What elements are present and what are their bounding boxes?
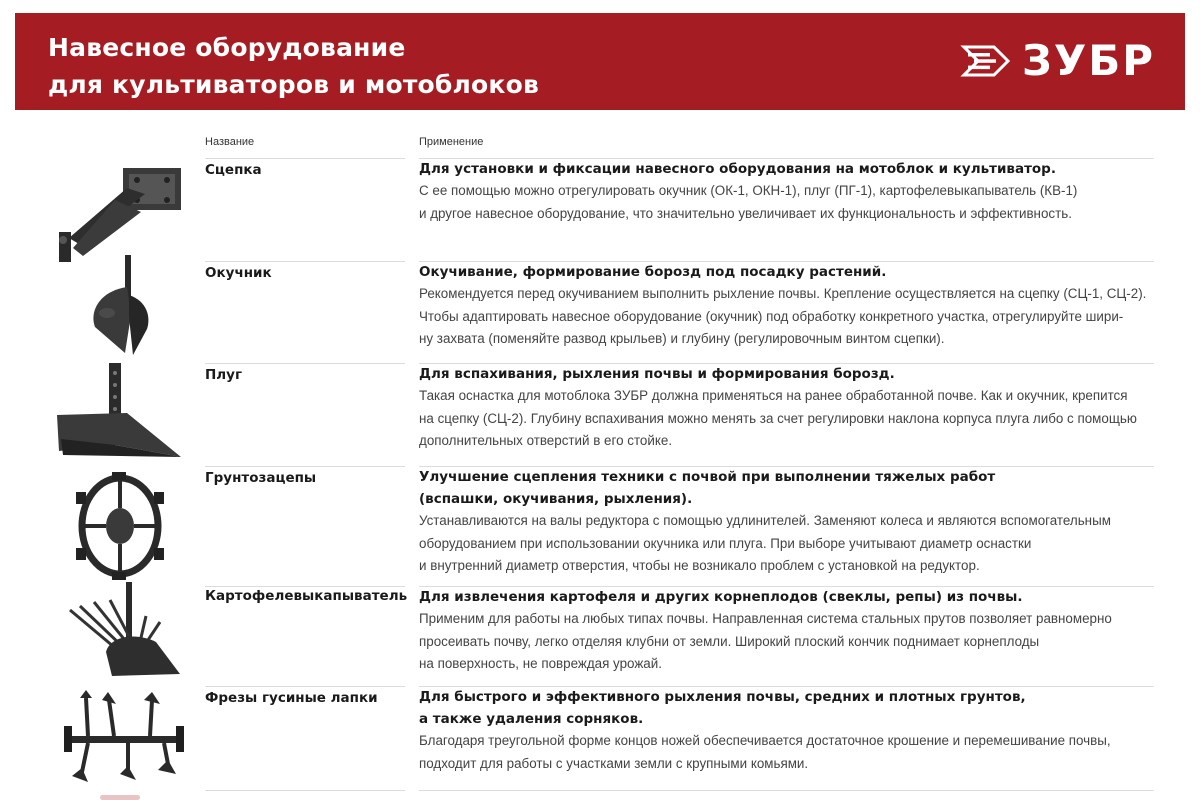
item-summary: Для установки и фиксации навесного оборудования на мотоблок и культиватор. (419, 161, 1056, 177)
item-description (419, 586, 1159, 676)
item-description (419, 686, 1159, 775)
title-line-1: Навесное оборудование (48, 33, 406, 62)
page-title (48, 29, 539, 103)
item-text-line: Такая оснастка для мотоблока ЗУБР должна применяться на ранее обработанной почве. Как и окучник, крепится (419, 388, 1128, 403)
logo-text: ЗУБР (1021, 36, 1155, 85)
divider (205, 586, 405, 587)
item-summary: а также удаления сорняков. (419, 711, 644, 727)
item-summary: Для вспахивания, рыхления почвы и формирования борозд. (419, 366, 895, 382)
item-text-line: и внутренний диаметр отверстия, чтобы не возникало проблем с установкой на редуктор. (419, 558, 980, 573)
plow-icon (55, 363, 190, 463)
item-text-line: дополнительных отверстий в его стойке. (419, 433, 673, 448)
column-header-name: Название (205, 136, 255, 148)
item-text-line: на сцепку (СЦ-2). Глубину вспахивания можно менять за счет регулировки наклона корпуса плуга либо с помощью (419, 410, 1137, 426)
item-name: Плуг (205, 367, 243, 383)
item-description (419, 158, 1159, 225)
header-banner (15, 13, 1185, 110)
item-text-line: оборудованием при использовании окучника или плуга. При выборе учитывают диаметр оснастки (419, 535, 1032, 551)
item-text-line: подходит для работы с участками земли с крупными комьями. (419, 755, 809, 771)
column-header-usage: Применение (419, 136, 484, 148)
item-description (419, 363, 1159, 453)
item-description (419, 261, 1159, 351)
hitch-icon (55, 160, 190, 265)
item-text-line: С ее помощью можно отрегулировать окучник (ОК-1, ОКН-1), плуг (ПГ-1), картофелевыкапыватель (КВ-1) (419, 183, 1078, 198)
item-name: Фрезы гусиные лапки (205, 690, 378, 706)
item-summary: (вспашки, окучивания, рыхления). (419, 491, 693, 507)
item-description (419, 466, 1159, 578)
item-summary: Улучшение сцепления техники с почвой при выполнении тяжелых работ (419, 469, 996, 485)
item-text-line: и другое навесное оборудование, что значительно увеличивает их функциональность и эффективность. (419, 205, 1072, 221)
item-summary: Окучивание, формирование борозд под посадку растений. (419, 264, 887, 280)
tiller-cutter-icon (58, 690, 188, 786)
item-text-line: Чтобы адаптировать навесное оборудование (окучник) под обработку конкретного участка, отрегулируйте шири- (419, 308, 1124, 324)
hiller-icon (55, 255, 190, 360)
next-item-partial (100, 795, 140, 800)
divider (205, 363, 405, 364)
potato-digger-icon (60, 582, 185, 682)
item-text-line: Благодаря треугольной форме концов ножей обеспечивается достаточное крошение и перемешивание почвы, (419, 733, 1111, 748)
divider (205, 261, 405, 262)
divider (205, 790, 405, 791)
divider (205, 686, 405, 687)
logo-emblem-icon (960, 39, 1016, 83)
item-name: Грунтозацепы (205, 470, 317, 486)
item-name: Картофелевыкапыватель (205, 588, 408, 604)
item-text-line: просеивать почву, легко отделяя клубни от земли. Широкий плоский кончик поднимает корнеплоды (419, 633, 1040, 649)
item-text-line: Применим для работы на любых типах почвы. Направленная система стальных прутов позволяет равномерно (419, 611, 1112, 626)
brand-logo (960, 36, 1155, 85)
item-name: Сцепка (205, 162, 262, 178)
lug-wheel-icon (72, 472, 172, 582)
item-summary: Для извлечения картофеля и других корнеплодов (свеклы, репы) из почвы. (419, 589, 1023, 605)
divider (205, 158, 405, 159)
divider (419, 790, 1154, 791)
item-name: Окучник (205, 265, 272, 281)
item-summary: Для быстрого и эффективного рыхления почвы, средних и плотных грунтов, (419, 689, 1026, 705)
title-line-2: для культиваторов и мотоблоков (48, 70, 539, 99)
item-text-line: Рекомендуется перед окучиванием выполнить рыхление почвы. Крепление осуществляется на сцепку (СЦ-1, СЦ-2). (419, 286, 1147, 301)
item-text-line: Устанавливаются на валы редуктора с помощью удлинителей. Заменяют колеса и являются вспомогательным (419, 513, 1111, 528)
item-text-line: ну захвата (поменяйте развод крыльев) и глубину (регулировочным винтом сцепки). (419, 331, 945, 346)
divider (205, 466, 405, 467)
item-text-line: на поверхность, не повреждая урожай. (419, 656, 662, 671)
